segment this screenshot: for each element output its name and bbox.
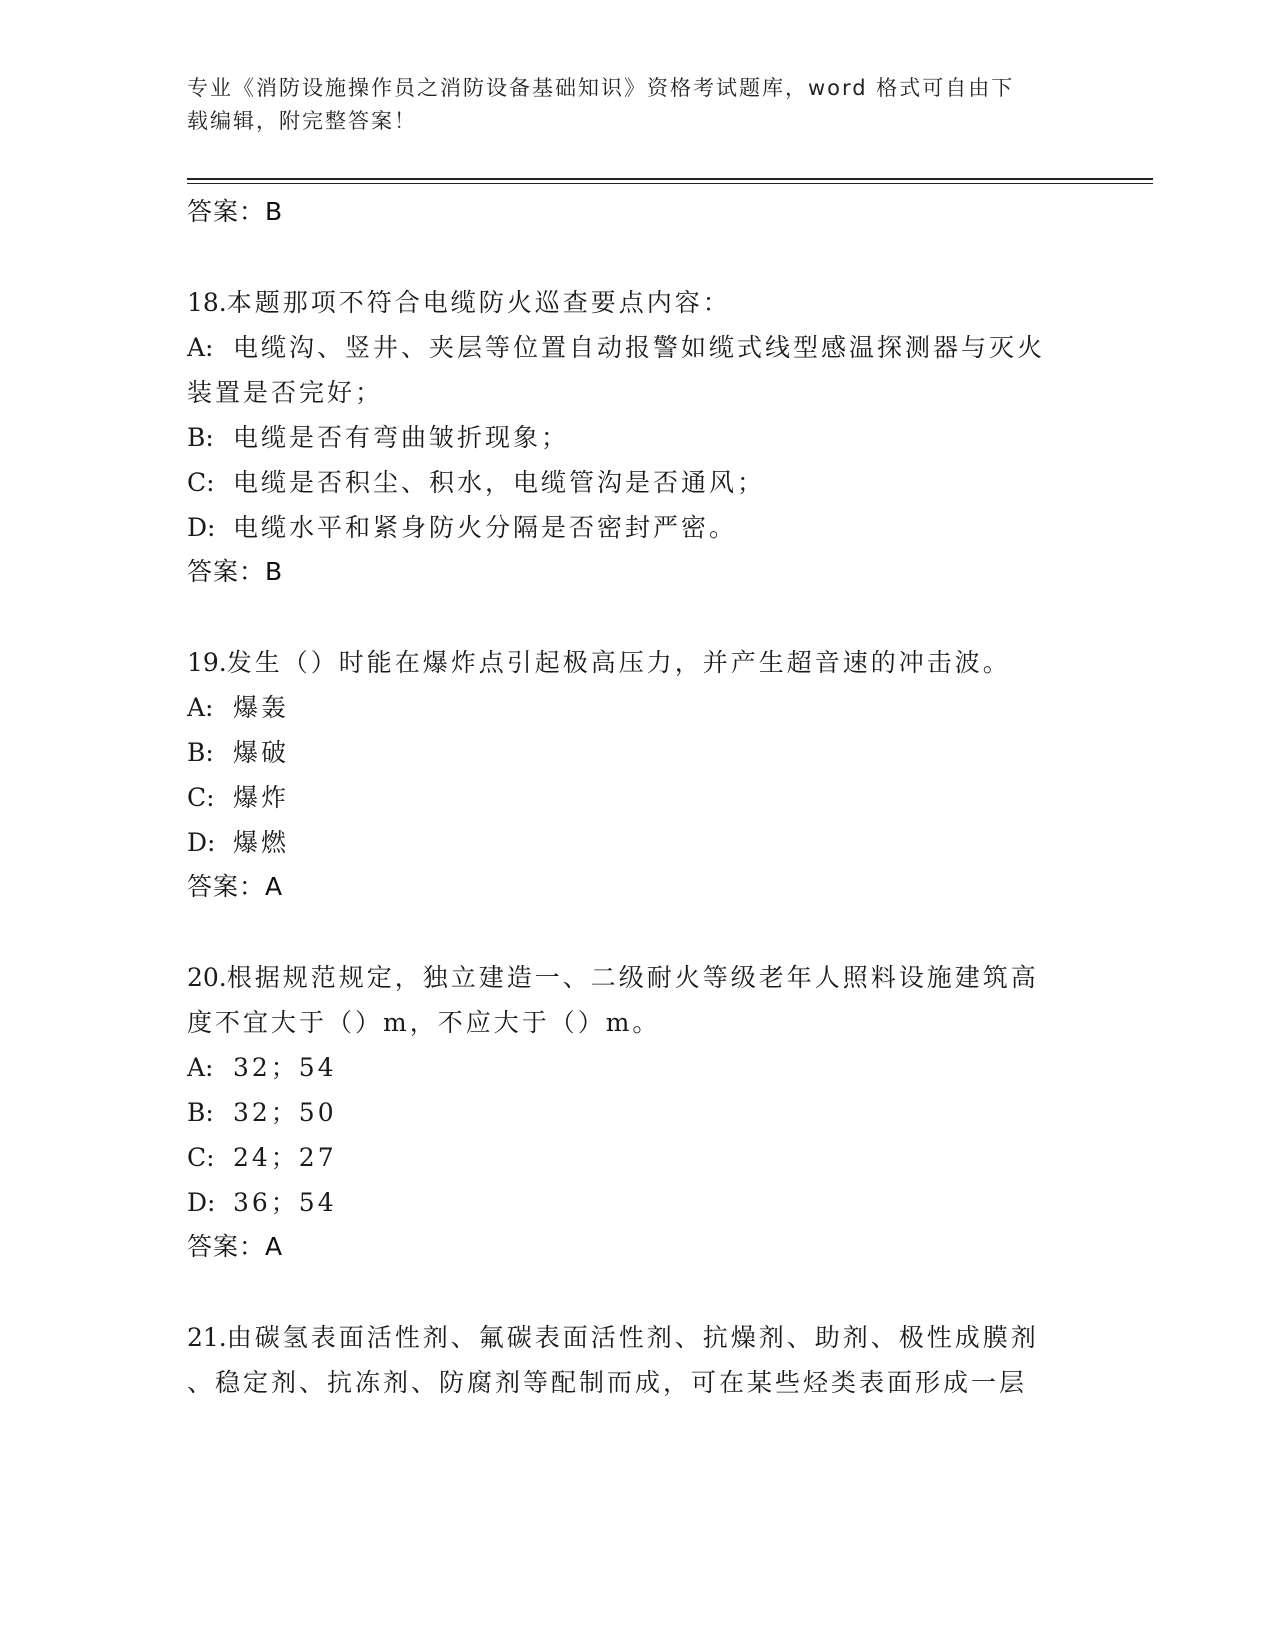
- option-letter: C:: [187, 1143, 215, 1172]
- option-letter: B:: [187, 738, 214, 767]
- option-text-line: 电缆沟、竖井、夹层等位置自动报警如缆式线型感温探测器与灭火: [233, 333, 1046, 362]
- option-text-line: 电缆是否有弯曲皱折现象；: [233, 423, 570, 452]
- question-number: 21.: [187, 1323, 227, 1352]
- option-letter: B:: [187, 1098, 214, 1127]
- option-letter: A:: [187, 693, 214, 722]
- option-text-line: 爆轰: [233, 693, 290, 722]
- option-letter: A:: [187, 333, 214, 362]
- option-text-line: 32；54: [233, 1053, 337, 1082]
- option-text-line: 爆燃: [233, 828, 290, 857]
- option-text-line: 36；54: [233, 1188, 337, 1217]
- question-18: [187, 280, 1087, 594]
- spacer: [187, 594, 1087, 640]
- option-text-line: 装置是否完好；: [187, 378, 384, 407]
- page-header: [187, 72, 1067, 138]
- option-d: [187, 820, 1087, 865]
- option-d: [187, 1180, 1087, 1225]
- question-text-line: 发生（）时能在爆炸点引起极高压力，并产生超音速的冲击波。: [226, 648, 1011, 677]
- option-text-line: 24；27: [233, 1143, 337, 1172]
- option-a-continued: [187, 370, 1087, 415]
- header-line-1: 专业《消防设施操作员之消防设备基础知识》资格考试题库，word 格式可自由下: [187, 76, 1015, 100]
- option-letter: D:: [187, 828, 216, 857]
- question-text: [187, 955, 1087, 1000]
- question-number: 18.: [187, 288, 227, 317]
- option-letter: B:: [187, 423, 214, 452]
- option-letter: C:: [187, 783, 215, 812]
- question-text: [187, 280, 1087, 325]
- option-b: [187, 1090, 1087, 1135]
- option-text-line: 电缆是否积尘、积水，电缆管沟是否通风；: [233, 468, 766, 497]
- spacer: [187, 234, 1087, 280]
- option-text-line: 电缆水平和紧身防火分隔是否密封严密。: [233, 513, 738, 542]
- question-21: [187, 1315, 1087, 1405]
- question-number: 20.: [187, 963, 227, 992]
- option-letter: C:: [187, 468, 215, 497]
- option-b: [187, 415, 1087, 460]
- spacer: [187, 1269, 1087, 1315]
- question-text-line: 、稳定剂、抗冻剂、防腐剂等配制而成，可在某些烃类表面形成一层: [187, 1368, 1028, 1397]
- option-text-line: 爆破: [233, 738, 290, 767]
- option-letter: A:: [187, 1053, 214, 1082]
- answer-line: 答案：B: [187, 557, 284, 586]
- option-d: [187, 505, 1087, 550]
- question-19: [187, 640, 1087, 909]
- question-number: 19.: [187, 648, 227, 677]
- option-text-line: 32；50: [233, 1098, 337, 1127]
- answer-line: 答案：B: [187, 197, 284, 226]
- spacer: [187, 909, 1087, 955]
- option-c: [187, 1135, 1087, 1180]
- option-letter: D:: [187, 513, 216, 542]
- question-20: [187, 955, 1087, 1269]
- header-rule-thin: [187, 183, 1153, 184]
- question-text-line: 本题那项不符合电缆防火巡查要点内容：: [226, 288, 731, 317]
- question-text: [187, 640, 1087, 685]
- option-a: [187, 325, 1087, 370]
- question-text-line: 根据规范规定，独立建造一、二级耐火等级老年人照料设施建筑高: [226, 963, 1039, 992]
- option-c: [187, 460, 1087, 505]
- option-letter: D:: [187, 1188, 216, 1217]
- question-text-line: 度不宜大于（）m，不应大于（）m。: [187, 1008, 661, 1037]
- question-text: [187, 1315, 1087, 1360]
- header-rule-thick: [187, 178, 1153, 180]
- option-a: [187, 685, 1087, 730]
- option-text-line: 爆炸: [233, 783, 290, 812]
- option-a: [187, 1045, 1087, 1090]
- option-c: [187, 775, 1087, 820]
- header-line-2: 载编辑，附完整答案！: [187, 109, 417, 133]
- answer-line: 答案：A: [187, 872, 284, 901]
- answer-line: 答案：A: [187, 1232, 284, 1261]
- question-text-continued: [187, 1000, 1087, 1045]
- question-text-line: 由碳氢表面活性剂、氟碳表面活性剂、抗燥剂、助剂、极性成膜剂: [226, 1323, 1039, 1352]
- question-text-continued: [187, 1360, 1087, 1405]
- question-list: [187, 190, 1087, 1405]
- option-b: [187, 730, 1087, 775]
